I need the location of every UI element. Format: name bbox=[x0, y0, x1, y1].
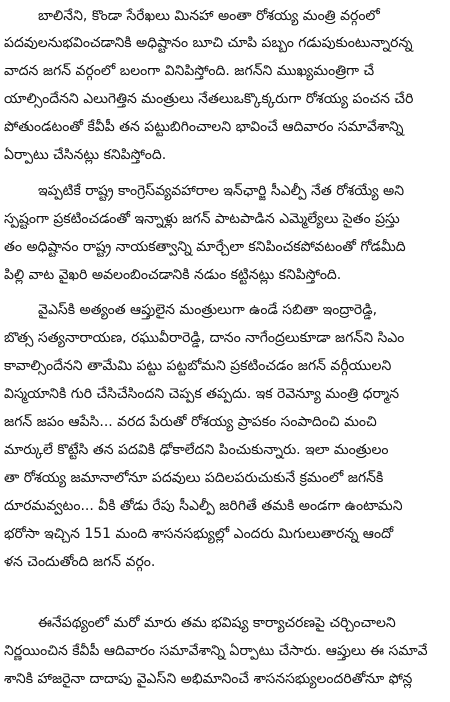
paragraph-line: వైఎస్‌కి అత్యంత ఆప్తులైన మంత్రులుగా ఉండే సబితా ఇంద్రారెడ్డి, bbox=[38, 302, 378, 318]
paragraph-line: వాదన జగన్ వర్గంలో బలంగా వినిపిస్తోంది. జగన్‌ని ముఖ్యమంత్రిగా చే bbox=[4, 63, 375, 79]
paragraph-line: బొత్స సత్యనారాయణ, రఘువీరారెడ్డి, దానం నాగేంద్రలుకూడా జగన్‌ని సిఎం bbox=[4, 330, 405, 346]
paragraph-line: ఈనేపథ్యంలో మరో మారు తమ భవిష్య కార్యాచరణపై చర్చించాలని bbox=[38, 615, 396, 631]
paragraph-line: స్పష్టంగా ప్రకటించడంతో ఇన్నాళ్లు జగన్ పాటపాడిన ఎమ్మెల్యేలు సైతం ప్రస్తు bbox=[4, 211, 400, 227]
paragraph-line: ఏర్పాటు చేసినట్లు కనిపిస్తోంది. bbox=[4, 147, 167, 163]
paragraph-line: జగన్ జపం ఆపేసి... వరద పేరుతో రోశయ్య ప్రాపకం సంపాదించి మంచి bbox=[4, 414, 377, 430]
paragraph-line: యాల్సిందేనని ఎలుగెత్తిన మంత్రులు నేతలుఒక్కొక్కరుగా రోశయ్య పంచన చేరి bbox=[4, 91, 414, 107]
paragraph-line: మార్కులే కొట్టేసి తన పదవికి ఢోకాలేదని పించుకున్నారు. ఇలా మంత్రులం bbox=[4, 442, 389, 458]
paragraph-line: దూరమవ్వటం... వీకి తోడు రేపు సీఎల్పీ జరిగితే తమకి అండగా ఉంటామని bbox=[4, 498, 403, 514]
paragraph-line: బాలినేని, కొండా సేరేఖలు మినహా అంతా రోశయ్య మంత్రి వర్గంలో bbox=[38, 8, 380, 24]
paragraph-line: తా రోశయ్య జమానాలోనూ పదవులు పదిలపరుచుకునే క్రమంలో జగన్‌కి bbox=[4, 470, 384, 486]
paragraph-line: పోతుండటంతో కేవీపీ తన పట్టుబిగించాలని భావించే ఆదివారం సమావేశాన్ని bbox=[4, 119, 404, 135]
paragraph-line: పదవులనుభవించడానికి అధిష్టానం బూచి చూపి పబ్బం గడుపుకుంటున్నారన్న bbox=[4, 35, 413, 51]
paragraph-line: తం అధిష్టానం రాష్ట్ర నాయకత్వాన్ని మార్చేలా కనిపించకపోవటంతో గోడమీది bbox=[4, 239, 406, 255]
paragraph-line: భరోసా ఇచ్చిన 151 మంది శాసనసభ్యుల్లో ఎందరు మిగులుతారన్న ఆందో bbox=[4, 526, 394, 542]
paragraph-line: విస్మయానికి గురి చేసిచేసిందని చెప్పక తప్పదు. ఇక రెవెన్యూ మంత్రి ధర్మాన bbox=[4, 386, 400, 402]
paragraph-line: కావాల్సిందేనని తామేమి పట్టు పట్టబోమని ప్రకటించడం జగన్ వర్గీయులని bbox=[4, 358, 392, 374]
paragraph-line: శానికి హాజరైనా దాదాపు వైఎస్‌ని అభిమానించే శాసనసభ్యులందరితోనూ ఫోన్ల bbox=[4, 671, 413, 687]
paragraph-line: ళన చెందుతోంది జగన్ వర్గం. bbox=[4, 554, 156, 570]
paragraph-line: ఇప్పటికే రాష్ట్ర కాంగ్రెస్‌వ్యవహారాల ఇన్‌ఛార్జి సీఎల్పీ నేత రోశయ్యే అని bbox=[38, 183, 405, 199]
paragraph-line: నిర్ణయించిన కేవీపీ ఆదివారం సమావేశాన్ని ఏర్పాటు చేసారు. ఆప్తులు ఈ సమావే bbox=[4, 643, 428, 659]
paragraph-line: పిల్లి వాట వైఖరి అవలంబించడానికి నడుం కట్టినట్లు కనిపిస్తోంది. bbox=[4, 267, 342, 283]
